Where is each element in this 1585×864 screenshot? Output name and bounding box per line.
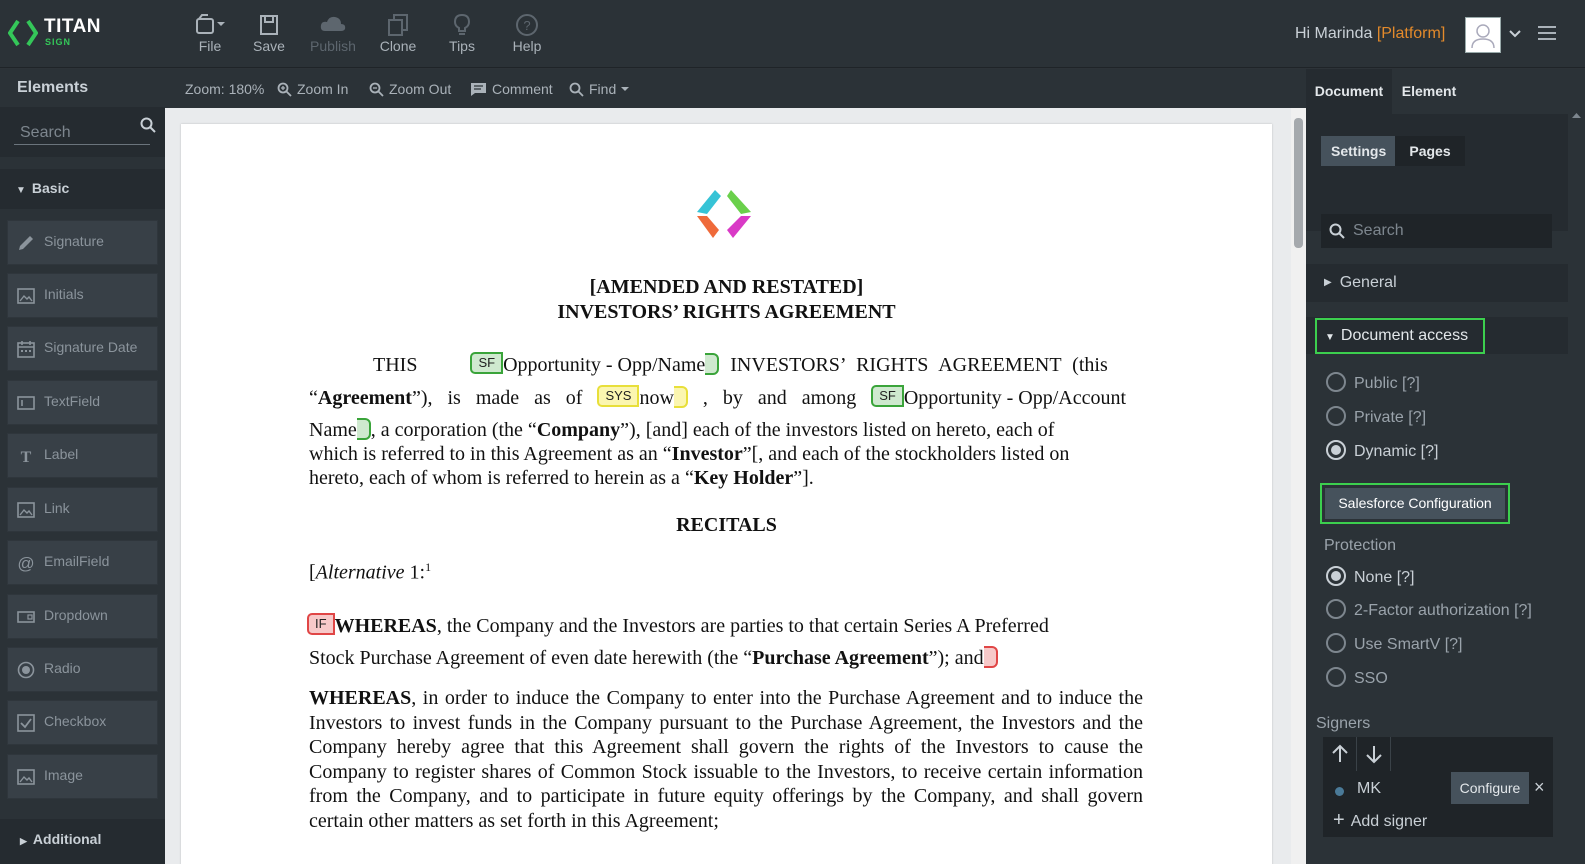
radio-label: Public [?] <box>1354 375 1420 392</box>
move-down-button[interactable] <box>1357 737 1391 771</box>
para1-line5 <box>309 467 1143 490</box>
radio-circle <box>1326 633 1346 653</box>
radio-circle <box>1326 406 1346 426</box>
elements-panel <box>0 69 165 864</box>
element-label: Image <box>44 767 83 783</box>
signers-label: Signers <box>1316 715 1371 732</box>
text: ”]. <box>793 467 814 489</box>
element-initials[interactable] <box>7 273 158 318</box>
element-label: Dropdown <box>44 607 108 623</box>
zoom-out-icon <box>369 82 384 97</box>
file-button[interactable] <box>180 12 240 54</box>
chevron-down-icon[interactable] <box>1508 27 1522 41</box>
text: ”), is made as of <box>411 387 598 409</box>
add-signer-label: Add signer <box>1350 813 1428 830</box>
radio-protection-sso[interactable] <box>1326 667 1388 688</box>
para1-line2 <box>309 385 1143 410</box>
dropdown-icon <box>17 608 35 626</box>
image-icon <box>17 501 35 519</box>
search-icon <box>1329 223 1345 239</box>
logo-mark-icon <box>8 18 38 48</box>
document-scrollbar[interactable] <box>1291 108 1306 864</box>
at-icon <box>17 554 35 572</box>
help-circle-icon <box>515 12 539 38</box>
zoom-out-button[interactable] <box>369 81 451 97</box>
signer-color-dot <box>1335 787 1344 796</box>
triangle-down-icon: ▼ <box>1325 332 1335 343</box>
if-condition-tag[interactable]: IF <box>307 613 335 635</box>
find-label: Find <box>589 81 617 97</box>
sys-merge-tag-end <box>674 386 688 408</box>
element-label: Initials <box>44 286 84 302</box>
whereas2-paragraph <box>309 686 1143 833</box>
image-icon <box>17 287 35 305</box>
whereas1-line2 <box>309 646 1143 670</box>
element-label: Signature Date <box>44 339 138 355</box>
sf-merge-tag-end <box>705 353 719 375</box>
section-basic[interactable] <box>0 169 165 209</box>
user-greeting <box>1295 25 1445 43</box>
signers-toolbar <box>1323 737 1553 771</box>
text: , a corporation (the “ <box>370 419 537 441</box>
file-label: File <box>198 38 222 54</box>
pen-icon <box>17 234 35 252</box>
document-canvas[interactable] <box>165 108 1291 864</box>
whereas1-line1 <box>309 613 1143 638</box>
triangle-down-icon: ▼ <box>16 185 26 196</box>
add-signer-button[interactable] <box>1333 809 1427 832</box>
user-icon <box>1466 18 1500 52</box>
radio-circle-selected <box>1326 566 1346 586</box>
tips-button[interactable] <box>432 12 492 54</box>
section-additional[interactable] <box>0 819 165 864</box>
configure-signer-button[interactable]: Configure <box>1451 772 1529 804</box>
zoom-in-label: Zoom In <box>297 81 349 97</box>
titan-sign-logo[interactable] <box>8 16 108 52</box>
save-button[interactable] <box>239 12 299 54</box>
text: Stock Purchase Agreement of even date herewith (the “ <box>309 647 753 669</box>
text: INVESTORS’ RIGHTS AGREEMENT (this <box>719 354 1108 376</box>
text: hereto, each of whom is referred to herein as a “ <box>309 467 694 489</box>
document-page[interactable] <box>181 124 1272 864</box>
elements-search-input[interactable] <box>14 121 150 145</box>
zoom-out-label: Zoom Out <box>389 81 452 97</box>
element-link[interactable] <box>7 487 158 532</box>
search-icon <box>569 82 584 97</box>
sf-merge-tag[interactable]: SF <box>470 352 503 374</box>
search-icon[interactable] <box>140 117 156 133</box>
document-toolbar <box>165 69 1306 108</box>
para1-line4 <box>309 443 1143 466</box>
element-emailfield[interactable] <box>7 540 158 585</box>
arrow-up-icon <box>1323 737 1357 771</box>
radio-dynamic[interactable] <box>1326 440 1438 461</box>
scroll-up-icon[interactable] <box>1568 109 1585 121</box>
radio-private[interactable] <box>1326 406 1426 427</box>
protection-label: Protection <box>1324 537 1397 554</box>
radio-protection-none[interactable] <box>1326 566 1414 587</box>
text: [ <box>309 561 316 584</box>
text: 1: <box>404 561 426 584</box>
signer-name: MK <box>1357 780 1381 797</box>
menu-icon[interactable] <box>1538 25 1556 41</box>
tab-document[interactable]: Document <box>1306 69 1392 114</box>
checkbox-icon <box>17 714 35 732</box>
element-textfield[interactable] <box>7 380 158 425</box>
text-italic: Alternative <box>315 561 405 584</box>
clone-button[interactable] <box>368 12 428 54</box>
textfield-icon <box>17 394 35 412</box>
element-label: EmailField <box>44 553 110 569</box>
comment-icon <box>470 82 487 97</box>
properties-panel <box>1306 69 1585 864</box>
element-label: Checkbox <box>44 713 107 729</box>
lightbulb-icon <box>450 12 474 38</box>
if-condition-tag-end <box>984 646 998 668</box>
radio-label: 2-Factor authorization [?] <box>1354 602 1532 619</box>
help-button[interactable] <box>497 12 557 54</box>
element-label-field[interactable] <box>7 433 158 478</box>
clone-icon <box>386 12 410 38</box>
sf-merge-tag-end <box>357 418 371 440</box>
tab-pages[interactable]: Pages <box>1395 136 1465 166</box>
text-bold: Company <box>536 419 621 441</box>
tab-element[interactable]: Element <box>1401 83 1457 99</box>
recitals-heading: RECITALS <box>676 514 777 536</box>
text-bold: WHEREAS <box>309 687 412 709</box>
move-up-button[interactable] <box>1323 737 1357 771</box>
text: , in order to induce the Company to enter into the Purchase Agreement and to induce the Investors to invest funds in the Company pursuant to the Purchase Agreement, the Investors and the Company hereby agree that this Agreement shall govern the rights of the Investors to cause the Company to register shares of Common Stock issuable to the Investors, to receive certain information from the Company, and to participate in future equity offerings by the Company, and shall govern certain other matters as set forth in this Agreement; <box>309 687 1143 832</box>
cloud-upload-icon <box>319 12 347 38</box>
publish-button[interactable] <box>303 12 363 54</box>
greeting-text: Hi Marinda <box>1295 25 1377 42</box>
plus-icon: + <box>1333 809 1345 831</box>
radio-icon <box>17 661 35 679</box>
radio-label: Dynamic [?] <box>1354 443 1439 460</box>
platform-label: [Platform] <box>1376 25 1446 42</box>
radio-circle-selected <box>1326 440 1346 460</box>
radio-label: Private [?] <box>1354 409 1427 426</box>
scrollbar-thumb[interactable] <box>1294 118 1303 248</box>
sf-merge-tag[interactable]: SF <box>871 385 904 407</box>
find-button[interactable] <box>569 81 635 97</box>
text-bold: Agreement <box>317 387 412 409</box>
alternative-line <box>309 560 1143 585</box>
section-general[interactable] <box>1306 264 1585 302</box>
signer-row[interactable] <box>1323 771 1553 837</box>
close-icon[interactable]: × <box>1534 777 1545 797</box>
publish-label: Publish <box>310 38 356 54</box>
text: , by and among <box>687 387 872 409</box>
text: ”); and <box>928 647 984 669</box>
comment-button[interactable] <box>470 81 553 97</box>
top-bar <box>0 0 1585 68</box>
element-label: Signature <box>44 233 104 249</box>
text: , the Company and the Investors are parties to that certain Series A Preferred <box>436 615 1049 637</box>
element-label: Link <box>44 500 70 516</box>
radio-circle <box>1326 372 1346 392</box>
merge-field-name[interactable]: Name <box>309 419 357 441</box>
para1-line3 <box>309 418 1143 442</box>
element-signature[interactable] <box>7 220 158 265</box>
element-radio[interactable] <box>7 647 158 692</box>
text-bold: Purchase Agreement <box>752 647 929 669</box>
zoom-level: Zoom: 180% <box>185 81 265 97</box>
radio-label: None [?] <box>1354 569 1415 586</box>
text: ”[, and each of the stockholders listed on <box>742 443 1070 465</box>
radio-protection-smartv[interactable] <box>1326 633 1462 654</box>
svg-text:?: ? <box>523 18 531 33</box>
merge-field-opp-account[interactable]: Opportunity - Opp/Account <box>903 387 1127 409</box>
radio-circle <box>1326 667 1346 687</box>
text-t-icon <box>17 447 35 465</box>
tips-label: Tips <box>449 38 475 54</box>
tab-settings[interactable]: Settings <box>1321 136 1396 166</box>
sys-merge-tag[interactable]: SYS <box>597 385 639 407</box>
element-checkbox[interactable] <box>7 700 158 745</box>
image-icon <box>17 768 35 786</box>
radio-label: Use SmartV [?] <box>1354 636 1463 653</box>
triangle-right-icon: ▶ <box>20 836 27 846</box>
save-icon <box>257 12 281 38</box>
settings-search-input[interactable] <box>1353 222 1543 240</box>
element-label: Label <box>44 446 79 462</box>
avatar[interactable] <box>1465 17 1501 53</box>
radio-label: SSO <box>1354 670 1388 687</box>
arrow-down-icon <box>1357 737 1391 771</box>
text: “ <box>309 387 318 409</box>
clone-label: Clone <box>379 38 417 54</box>
zoom-in-button[interactable] <box>277 81 348 97</box>
salesforce-configuration-label: Salesforce Configuration <box>1325 488 1505 519</box>
footnote-ref[interactable]: 1 <box>425 560 432 574</box>
element-label: TextField <box>44 393 101 409</box>
element-dropdown[interactable] <box>7 594 158 639</box>
radio-public[interactable] <box>1326 372 1420 393</box>
company-logo-icon <box>695 188 753 240</box>
element-signature-date[interactable] <box>7 326 158 371</box>
para1-line1 <box>309 352 1143 377</box>
svg-text:@: @ <box>17 554 35 572</box>
triangle-right-icon: ▶ <box>1324 277 1332 288</box>
help-label: Help <box>512 38 542 54</box>
radio-circle <box>1326 599 1346 619</box>
zoom-in-icon <box>277 82 292 97</box>
logo-text: TITAN <box>44 16 102 37</box>
text-bold: WHEREAS <box>334 615 437 637</box>
settings-search <box>1321 214 1552 248</box>
right-panel-scrollbar[interactable] <box>1568 108 1585 864</box>
text-bold: Key Holder <box>693 467 794 489</box>
section-basic-label: Basic <box>31 180 70 196</box>
merge-field-opp-name[interactable]: Opportunity - Opp/Name <box>503 354 706 376</box>
document-title-line1: [AMENDED AND RESTATED] <box>589 276 864 298</box>
element-image[interactable] <box>7 754 158 799</box>
comment-label: Comment <box>492 81 553 97</box>
element-label: Radio <box>44 660 81 676</box>
section-document-access[interactable] <box>1315 318 1485 354</box>
section-general-label: General <box>1339 274 1397 291</box>
salesforce-configuration-button[interactable] <box>1320 483 1510 524</box>
document-title-line2: INVESTORS’ RIGHTS AGREEMENT <box>557 301 896 323</box>
section-additional-label: Additional <box>32 831 102 847</box>
elements-title: Elements <box>17 79 89 96</box>
text: ”), [and] each of the investors listed on hereto, each of <box>620 419 1055 441</box>
svg-text:T: T <box>20 449 32 465</box>
text-bold: Investor <box>671 443 743 465</box>
save-label: Save <box>253 38 285 54</box>
folder-dropdown-icon <box>193 12 227 38</box>
document-access-label: Document access <box>1340 327 1469 344</box>
merge-field-now[interactable]: now <box>639 387 674 409</box>
radio-protection-2fa[interactable] <box>1326 599 1532 620</box>
logo-subtext: SIGN <box>45 37 72 47</box>
text: which is referred to in this Agreement as an “ <box>309 443 672 465</box>
caret-down-icon <box>620 84 630 94</box>
text: THIS <box>373 354 423 376</box>
calendar-icon <box>17 340 35 358</box>
